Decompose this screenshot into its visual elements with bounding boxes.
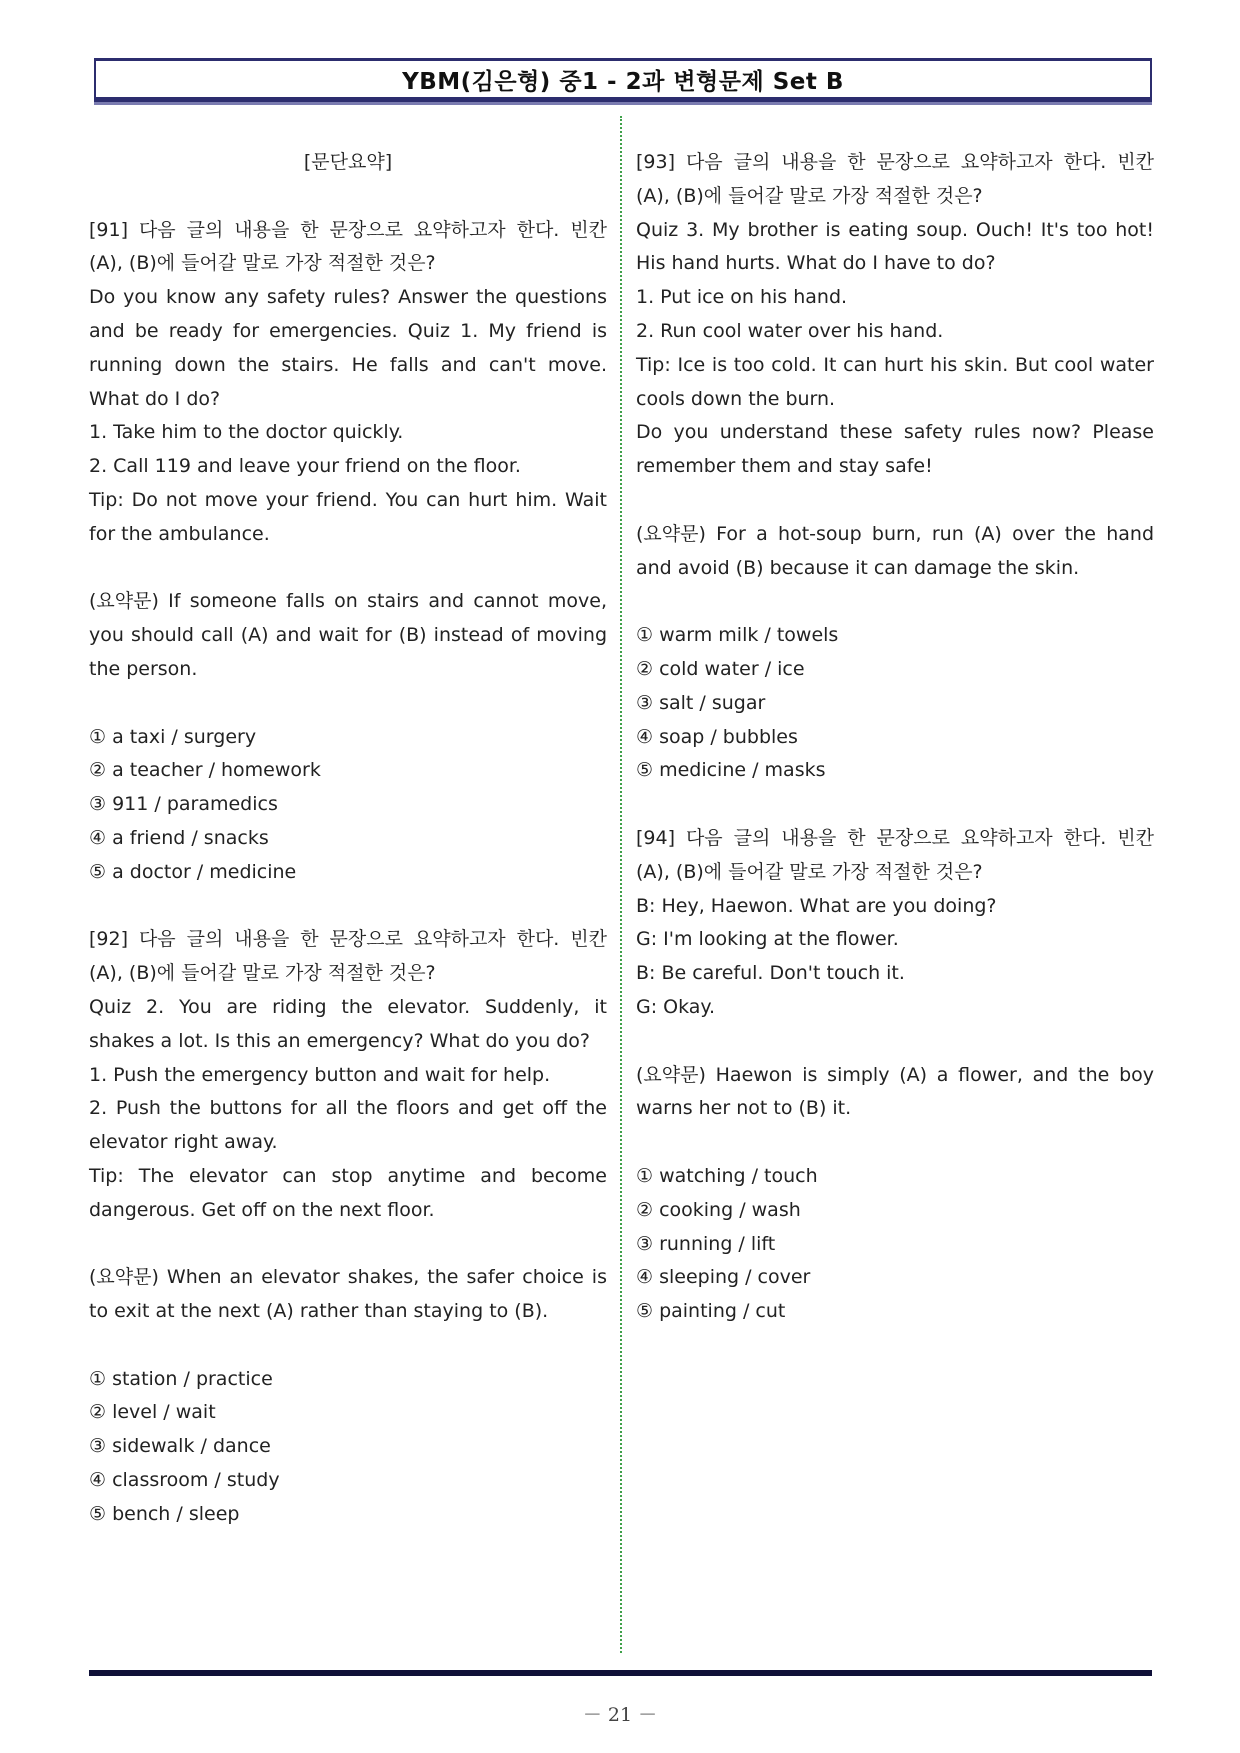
answer-option: ⑤ painting / cut [636, 1300, 786, 1323]
passage-line: 1. Take him to the doctor quickly. [89, 421, 404, 444]
question-91 [89, 214, 607, 890]
question-prompt: [94] 다음 글의 내용을 한 문장으로 요약하고자 한다. 빈칸 (A), (B)에 들어갈 말로 가장 적절한 것은? [636, 826, 1154, 883]
passage-line: G: Okay. [636, 995, 716, 1018]
answer-option: ② cold water / ice [636, 657, 805, 680]
answer-option: ③ sidewalk / dance [89, 1435, 271, 1458]
question-93 [636, 146, 1154, 788]
answer-option: ④ a friend / snacks [89, 826, 269, 849]
passage-line: Tip: Ice is too cold. It can hurt his skin. But cool water cools down the burn. [636, 353, 1154, 410]
passage-line: G: I'm looking at the flower. [636, 928, 899, 951]
title-box [94, 58, 1152, 102]
answer-option: ③ running / lift [636, 1232, 776, 1255]
answer-option: ⑤ a doctor / medicine [89, 860, 297, 883]
answer-option: ⑤ medicine / masks [636, 759, 826, 782]
section-title: [문단요약] [303, 151, 393, 173]
footer-rule [89, 1670, 1152, 1676]
summary-sentence: (요약문) When an elevator shakes, the safer choice is to exit at the next (A) rather than staying to (B). [89, 1266, 607, 1323]
answer-option: ② a teacher / homework [89, 759, 321, 782]
answer-option: ④ sleeping / cover [636, 1266, 811, 1289]
passage-line: 2. Run cool water over his hand. [636, 319, 944, 342]
summary-sentence: (요약문) Haewon is simply (A) a flower, and the boy warns her not to (B) it. [636, 1063, 1154, 1120]
passage-line: Quiz 2. You are riding the elevator. Suddenly, it shakes a lot. Is this an emergency? What do you do? [89, 995, 607, 1052]
answer-option: ① watching / touch [636, 1164, 818, 1187]
page-title: YBM(김은형) 중1 - 2과 변형문제 Set B [402, 68, 844, 95]
passage-line: Tip: Do not move your friend. You can hurt him. Wait for the ambulance. [89, 488, 607, 545]
answer-option: ④ classroom / study [89, 1469, 280, 1492]
passage-line: 2. Call 119 and leave your friend on the floor. [89, 455, 521, 478]
passage-line: Do you know any safety rules? Answer the questions and be ready for emergencies. Quiz 1. My friend is running down the stairs. He falls and can't move. What do I do? [89, 286, 607, 410]
question-94 [636, 822, 1154, 1329]
question-prompt: [91] 다음 글의 내용을 한 문장으로 요약하고자 한다. 빈칸 (A), (B)에 들어갈 말로 가장 적절한 것은? [89, 218, 607, 275]
passage-line: 1. Push the emergency button and wait for help. [89, 1063, 551, 1086]
passage-line: Quiz 3. My brother is eating soup. Ouch! It's too hot! His hand hurts. What do I have to do? [636, 218, 1154, 275]
answer-option: ① a taxi / surgery [89, 725, 257, 748]
question-prompt: [92] 다음 글의 내용을 한 문장으로 요약하고자 한다. 빈칸 (A), (B)에 들어갈 말로 가장 적절한 것은? [89, 928, 607, 985]
passage-line: Do you understand these safety rules now? Please remember them and stay safe! [636, 421, 1154, 478]
summary-sentence: (요약문) For a hot-soup burn, run (A) over the hand and avoid (B) because it can damage the skin. [636, 522, 1154, 579]
answer-option: ④ soap / bubbles [636, 725, 798, 748]
passage-line: Tip: The elevator can stop anytime and become dangerous. Get off on the next floor. [89, 1164, 607, 1221]
answer-option: ② cooking / wash [636, 1198, 801, 1221]
question-prompt: [93] 다음 글의 내용을 한 문장으로 요약하고자 한다. 빈칸 (A), (B)에 들어갈 말로 가장 적절한 것은? [636, 151, 1154, 207]
answer-option: ③ 911 / paramedics [89, 793, 278, 816]
page-number: － 21 － [582, 1704, 658, 1726]
question-92 [89, 923, 607, 1531]
answer-option: ① station / practice [89, 1367, 273, 1390]
passage-line: 1. Put ice on his hand. [636, 286, 848, 309]
passage-line: B: Be careful. Don't touch it. [636, 962, 905, 985]
summary-sentence: (요약문) If someone falls on stairs and cannot move, you should call (A) and wait for (B) instead of moving the person. [89, 590, 607, 680]
answer-option: ⑤ bench / sleep [89, 1502, 240, 1525]
answer-option: ③ salt / sugar [636, 691, 766, 714]
answer-option: ① warm milk / towels [636, 624, 839, 647]
right-column [636, 146, 1154, 1329]
passage-line: 2. Push the buttons for all the floors and get off the elevator right away. [89, 1097, 607, 1154]
column-divider [620, 116, 622, 1653]
answer-option: ② level / wait [89, 1401, 216, 1424]
left-column [89, 146, 607, 1532]
passage-line: B: Hey, Haewon. What are you doing? [636, 894, 997, 917]
